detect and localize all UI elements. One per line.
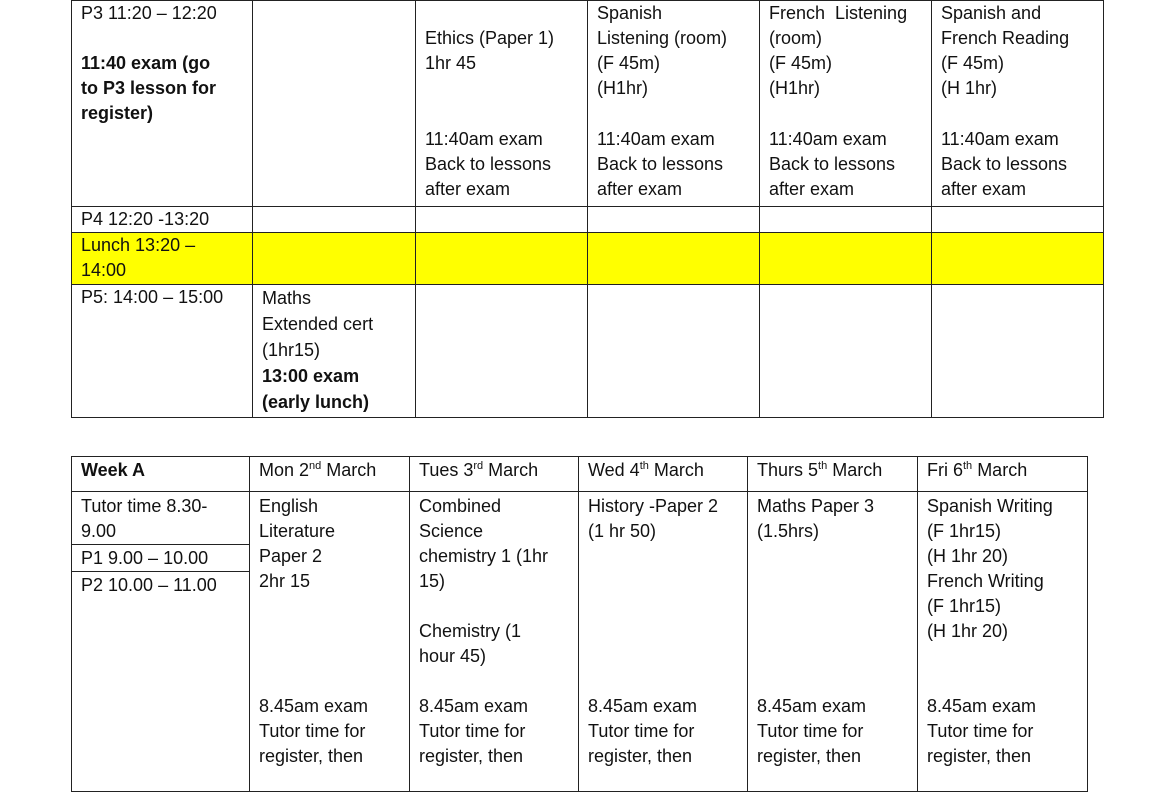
wed-exam-cell: [579, 492, 748, 792]
cell-line: 8.45am exam: [259, 696, 369, 716]
cell-line: 11:40am exam: [597, 129, 715, 149]
cell-line: Combined: [419, 496, 502, 516]
cell-line: Maths Paper 3: [757, 496, 875, 516]
cell-line: Back to lessons: [941, 154, 1068, 174]
week-label: Week A: [81, 460, 146, 480]
cell-line: (F 1hr15): [927, 521, 1002, 541]
fri-exam-cell: [918, 492, 1088, 792]
cell-line: Listening (room): [597, 28, 728, 48]
week-header-row: [72, 457, 1088, 492]
p5-row: [72, 285, 1104, 418]
p3-tue-cell: [416, 1, 588, 207]
cell-line: Tutor time for: [259, 721, 366, 741]
tutor-time-cell: [72, 492, 250, 545]
cell-line: 8.45am exam: [927, 696, 1037, 716]
cell-line: 2hr 15: [259, 571, 311, 591]
cell-line: after exam: [425, 179, 511, 199]
tutor-line: 9.00: [81, 521, 117, 541]
cell-line: (F 45m): [597, 53, 660, 73]
cell-line: 8.45am exam: [588, 696, 698, 716]
p3-wed-cell: [588, 1, 760, 207]
p2-time-cell: [72, 572, 250, 792]
p1-time: P1 9.00 – 10.00: [81, 548, 209, 568]
cell-line: (1 hr 50): [588, 521, 657, 541]
cell-line: French Reading: [941, 28, 1070, 48]
cell-line: 8.45am exam: [757, 696, 867, 716]
p4-time-cell: [72, 207, 253, 233]
cell-line: History -Paper 2: [588, 496, 719, 516]
cell-line: after exam: [769, 179, 855, 199]
cell-line: 15): [419, 571, 446, 591]
p4-time: P4 12:20 -13:20: [81, 209, 210, 229]
day-header-wed: Wed 4th March: [579, 457, 748, 492]
cell-line: Literature: [259, 521, 336, 541]
cell-line: Tutor time for: [757, 721, 864, 741]
cell-line: (H1hr): [597, 78, 649, 98]
cell-line: (H 1hr 20): [927, 621, 1009, 641]
cell-line: Science: [419, 521, 484, 541]
exam-timetable-afternoon: [71, 0, 1104, 418]
day-header-mon: Mon 2nd March: [250, 457, 410, 492]
cell-line: (1hr15): [262, 340, 321, 360]
cell-line: Tutor time for: [588, 721, 695, 741]
cell-line: Back to lessons: [597, 154, 724, 174]
p3-note-line: to P3 lesson for: [81, 78, 217, 98]
cell-line: (F 45m): [769, 53, 832, 73]
cell-line: (room): [769, 28, 822, 48]
cell-line: English: [259, 496, 319, 516]
p3-note-line: register): [81, 103, 154, 123]
lunch-row: [72, 233, 1104, 285]
p3-thu-cell: [760, 1, 932, 207]
cell-line: chemistry 1 (1hr: [419, 546, 549, 566]
cell-line: Back to lessons: [769, 154, 896, 174]
cell-line: (H 1hr 20): [927, 546, 1009, 566]
p3-time: P3 11:20 – 12:20: [81, 3, 217, 23]
day-header-thu: Thurs 5th March: [748, 457, 918, 492]
cell-line: Spanish: [597, 3, 663, 23]
cell-line: 11:40am exam: [941, 129, 1059, 149]
cell-line: (H 1hr): [941, 78, 998, 98]
cell-line: (early lunch): [262, 392, 370, 412]
cell-line: Spanish Writing: [927, 496, 1053, 516]
cell-line: Spanish and: [941, 3, 1042, 23]
cell-line: French Listening: [769, 3, 908, 23]
cell-line: after exam: [597, 179, 683, 199]
cell-line: 11:40am exam: [425, 129, 543, 149]
cell-line: hour 45): [419, 646, 487, 666]
cell-line: 1hr 45: [425, 53, 477, 73]
tutor-line: Tutor time 8.30-: [81, 496, 208, 516]
p5-time: P5: 14:00 – 15:00: [81, 287, 224, 307]
cell-line: 8.45am exam: [419, 696, 529, 716]
cell-line: Tutor time for: [419, 721, 526, 741]
cell-line: Tutor time for: [927, 721, 1034, 741]
p1-time-cell: [72, 545, 250, 572]
cell-line: French Writing: [927, 571, 1044, 591]
cell-line: Chemistry (1: [419, 621, 522, 641]
p3-note-line: 11:40 exam (go: [81, 53, 211, 73]
p5-mon-cell: [253, 285, 416, 418]
exam-timetable-week-a: [71, 456, 1088, 792]
cell-line: Ethics (Paper 1): [425, 28, 555, 48]
cell-line: register, then: [419, 746, 524, 766]
cell-line: Maths: [262, 288, 312, 308]
cell-line: (F 45m): [941, 53, 1004, 73]
p3-mon-cell: [253, 1, 416, 207]
cell-line: (H1hr): [769, 78, 821, 98]
cell-line: Paper 2: [259, 546, 323, 566]
day-header-fri: Fri 6th March: [918, 457, 1088, 492]
tutor-row: [72, 492, 1088, 545]
lunch-line: 14:00: [81, 260, 127, 280]
cell-line: 13:00 exam: [262, 366, 360, 386]
cell-line: after exam: [941, 179, 1027, 199]
p5-time-cell: [72, 285, 253, 418]
cell-line: (1.5hrs): [757, 521, 820, 541]
p3-row: [72, 1, 1104, 207]
cell-line: register, then: [588, 746, 693, 766]
tue-exam-cell: [410, 492, 579, 792]
week-label-cell: [72, 457, 250, 492]
mon-exam-cell: [250, 492, 410, 792]
day-header-tue: Tues 3rd March: [410, 457, 579, 492]
cell-line: Extended cert: [262, 314, 374, 334]
p3-time-cell: [72, 1, 253, 207]
thu-exam-cell: [748, 492, 918, 792]
cell-line: Back to lessons: [425, 154, 552, 174]
cell-line: register, then: [927, 746, 1032, 766]
cell-line: (F 1hr15): [927, 596, 1002, 616]
cell-line: register, then: [757, 746, 862, 766]
p2-time: P2 10.00 – 11.00: [81, 575, 217, 595]
p4-row: [72, 207, 1104, 233]
cell-line: register, then: [259, 746, 364, 766]
p3-fri-cell: [932, 1, 1104, 207]
lunch-time-cell: [72, 233, 253, 285]
lunch-line: Lunch 13:20 –: [81, 235, 196, 255]
cell-line: 11:40am exam: [769, 129, 887, 149]
